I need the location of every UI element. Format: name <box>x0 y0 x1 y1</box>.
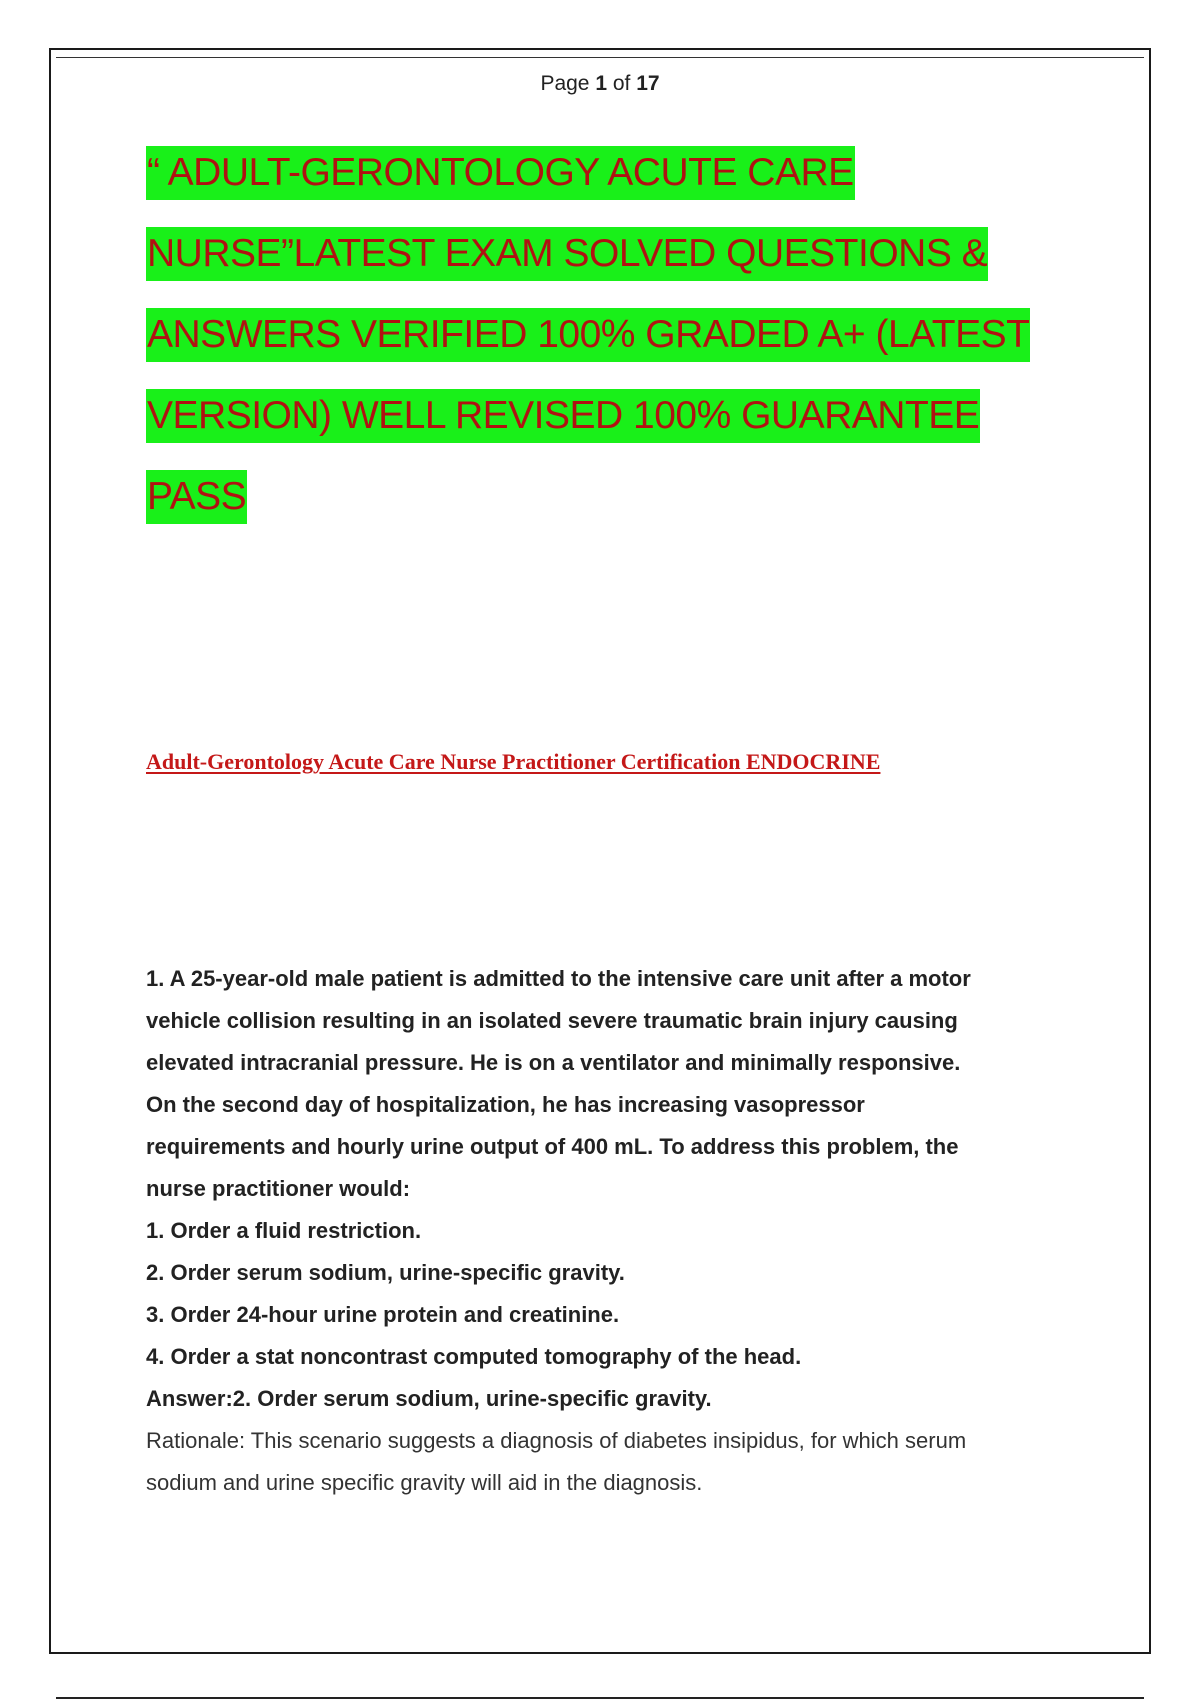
bottom-rule <box>56 1697 1144 1699</box>
rationale-line: sodium and urine specific gravity will aid in the diagnosis. <box>146 1470 703 1495</box>
top-rule <box>56 57 1144 58</box>
title-line: “ ADULT-GERONTOLOGY ACUTE CARE <box>146 146 855 200</box>
document-title <box>146 146 1086 551</box>
page-current: 1 <box>595 72 608 95</box>
title-line: VERSION) WELL REVISED 100% GUARANTEE <box>146 389 980 443</box>
question-stem-line: elevated intracranial pressure. He is on a ventilator and minimally responsive. <box>146 1050 961 1075</box>
page-separator: of <box>607 72 637 95</box>
title-line: ANSWERS VERIFIED 100% GRADED A+ (LATEST <box>146 308 1030 362</box>
answer-option: 3. Order 24-hour urine protein and creatinine. <box>146 1302 620 1327</box>
answer-option: 1. Order a fluid restriction. <box>146 1218 422 1243</box>
answer-option: 4. Order a stat noncontrast computed tomography of the head. <box>146 1344 802 1369</box>
question-stem-line: requirements and hourly urine output of 400 mL. To address this problem, the <box>146 1134 959 1159</box>
question-stem-line: vehicle collision resulting in an isolated severe traumatic brain injury causing <box>146 1008 958 1033</box>
page-number <box>0 72 1200 96</box>
correct-answer: Answer:2. Order serum sodium, urine-specific gravity. <box>146 1386 712 1411</box>
question-stem-line: On the second day of hospitalization, he has increasing vasopressor <box>146 1092 865 1117</box>
question-stem-line: nurse practitioner would: <box>146 1176 411 1201</box>
rationale-line: Rationale: This scenario suggests a diagnosis of diabetes insipidus, for which serum <box>146 1428 967 1453</box>
question-1 <box>146 958 1076 1504</box>
title-line: NURSE”LATEST EXAM SOLVED QUESTIONS & <box>146 227 988 281</box>
question-stem-line: 1. A 25-year-old male patient is admitted to the intensive care unit after a motor <box>146 966 971 991</box>
answer-option: 2. Order serum sodium, urine-specific gravity. <box>146 1260 625 1285</box>
page-total: 17 <box>636 72 660 95</box>
title-line: PASS <box>146 470 247 524</box>
section-subtitle: Adult-Gerontology Acute Care Nurse Practitioner Certification ENDOCRINE <box>146 749 881 774</box>
page-prefix: Page <box>540 72 596 95</box>
